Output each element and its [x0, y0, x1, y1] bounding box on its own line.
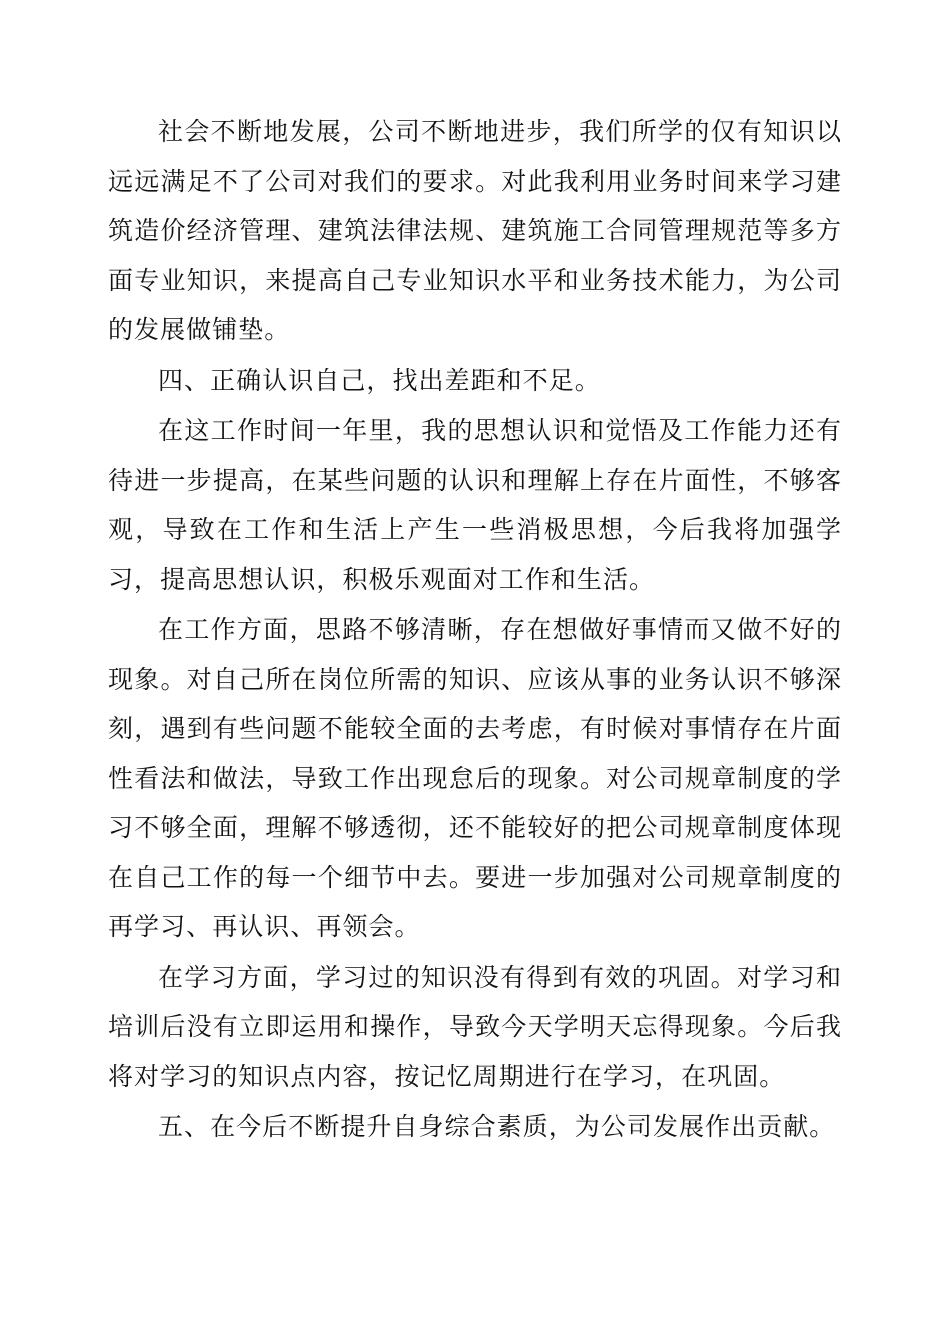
section-heading-four: 四、正确认识自己，找出差距和不足。 — [158, 365, 601, 395]
paragraph-work-aspect: 在工作方面，思路不够清晰，存在想做好事情而又做不好的现象。对自己所在岗位所需的知识、应该从事的业务认识不够深刻，遇到有些问题不能较全面的去考虑，有时候对事情存在片面性看法和做法，导致工作出现怠后的现象。对公司规章制度的学习不够全面，理解不够透彻，还不能较好的把公司规章制度体现在自己工作的每一个细节中去。要进一步加强对公司规章制度的再学习、再认识、再领会。 — [108, 615, 842, 941]
paragraph-self-awareness: 在这工作时间一年里，我的思想认识和觉悟及工作能力还有待进一步提高，在某些问题的认识和理解上存在片面性，不够客观，导致在工作和生活上产生一些消极思想，今后我将加强学习，提高思想认识，积极乐观面对工作和生活。 — [108, 416, 842, 594]
paragraph-learning-intro: 社会不断地发展，公司不断地进步，我们所学的仅有知识以远远满足不了公司对我们的要求。对此我利用业务时间来学习建筑造价经济管理、建筑法律法规、建筑施工合同管理规范等多方面专业知识，来提高自己专业知识水平和业务技术能力，为公司的发展做铺垫。 — [108, 117, 842, 344]
document-body — [108, 107, 842, 1153]
section-heading-five: 五、在今后不断提升自身综合素质，为公司发展作出贡献。 — [158, 1112, 836, 1141]
paragraph-study-aspect: 在学习方面，学习过的知识没有得到有效的巩固。对学习和培训后没有立即运用和操作，导致今天学明天忘得现象。今后我将对学习的知识点内容，按记忆周期进行在学习，在巩固。 — [108, 962, 842, 1091]
